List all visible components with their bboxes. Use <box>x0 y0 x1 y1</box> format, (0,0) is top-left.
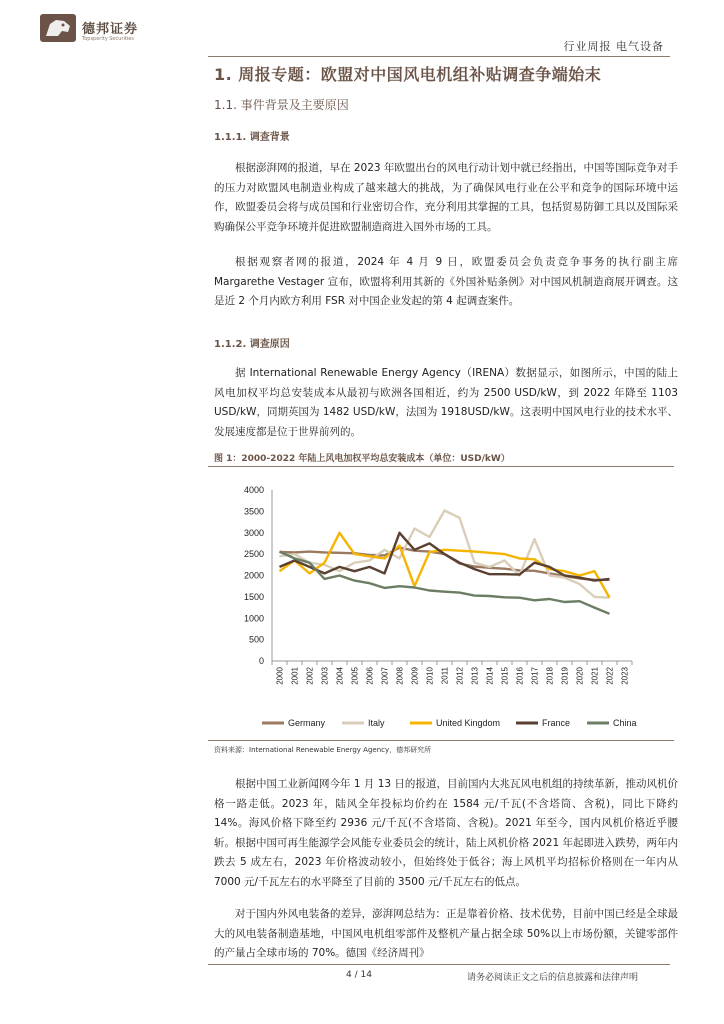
x-tick-label: 2006 <box>365 667 375 685</box>
company-logo <box>40 14 76 42</box>
section-title: 1. 周报专题：欧盟对中国风电机组补贴调查争端始末 <box>214 65 602 84</box>
y-tick-label: 4000 <box>243 485 264 495</box>
x-tick-label: 2023 <box>620 667 630 685</box>
paragraph-market-share: 对于国内外风电装备的差异，澎湃网总结为：正是靠着价格、技术优势，目前中国已经是全球最大的风电装备制造基地，中国风电机组零部件及整机产量占据全球 50%以上市场份额，关键零部件的产量占全球市场的 70%。德国《经济周刊》 <box>214 908 678 959</box>
figure-top-divider <box>208 466 674 467</box>
x-tick-label: 2020 <box>575 667 585 685</box>
header-divider <box>208 56 670 57</box>
y-tick-label: 2500 <box>243 549 264 560</box>
x-tick-label: 2007 <box>380 667 390 685</box>
subsubsection-title-background: 1.1.1. 调查背景 <box>214 132 290 143</box>
y-tick-label: 1000 <box>243 613 264 624</box>
x-tick-label: 2004 <box>335 667 345 685</box>
paragraph-background: 根据澎湃网的报道，早在 2023 年欧盟出台的风电行动计划中就已经指出，中国等国际竞争对手的压力对欧盟风电制造业构成了越来越大的挑战，为了确保风电行业在公平和竞争的国际环境中运作，欧盟委员会将与成员国和行业密切合作，充分利用其掌握的工具，包括贸易防御工具以及国际采购确保公平竞争环境并促进欧盟制造商进入国外市场的工具。 <box>214 162 678 233</box>
cost-line-chart <box>228 480 648 739</box>
y-tick-label: 3000 <box>243 527 264 538</box>
paragraph-irena: 据 International Renewable Energy Agency（IRENA）数据显示，如图所示，中国的陆上风电加权平均总安装成本从最初与欧洲各国相近，约为 2500 USD/kW，到 2022 年降至 1103 USD/kW，同期英国为 1482 USD/kW，法国为 1918USD/kW。这表明中国风电行业的技术水平、发展速度都是位于世界前列的。 <box>214 367 678 438</box>
x-tick-label: 2008 <box>395 667 405 685</box>
x-tick-label: 2016 <box>515 667 525 685</box>
paragraph-price-trend: 根据中国工业新闻网今年 1 月 13 日的报道，目前国内大兆瓦风电机组的持续革新，推动风机价格一路走低。2023 年，陆风全年投标均价约在 1584 元/千瓦(不含塔筒、含税)，同比下降约 14%。海风价格下降至约 2936 元/千瓦(不含塔筒、含税)。2021 年至今，国内风机价格近乎腰斩。根据中国可再生能源学会风能专业委员会的统计，陆上风机价格 2021 年起即进入跌势，两年内跌去 5 成左右，2023 年价格波动较小，但始终处于低谷；海上风机平均招标价格则在一年内从 7000 元/千瓦左右的水平降至了目前的 3500 元/千瓦左右的低点。 <box>214 778 678 888</box>
y-tick-label: 500 <box>248 634 264 645</box>
figure-source: 资料来源：International Renewable Energy Agency，德邦研究所 <box>214 746 432 754</box>
x-tick-label: 2022 <box>605 667 615 685</box>
page-number: 4 / 14 <box>346 970 372 980</box>
x-tick-label: 2005 <box>350 667 360 685</box>
x-tick-label: 2000 <box>275 667 285 685</box>
x-tick-label: 2011 <box>440 667 450 685</box>
footer-divider <box>208 964 670 965</box>
paragraph-announcement: 根据观察者网的报道，2024 年 4 月 9 日，欧盟委员会负责竞争事务的执行副主席 Margarethe Vestager 宣布，欧盟将利用其新的《外国补贴条例》对中国风机制造商展开调查。这是近 2 个月内欧方利用 FSR 对中国企业发起的第 4 起调查案件。 <box>214 256 678 307</box>
x-tick-label: 2015 <box>500 667 510 685</box>
y-tick-label: 3500 <box>243 506 264 517</box>
legend-label: Germany <box>288 718 326 728</box>
y-tick-label: 0 <box>258 656 264 666</box>
x-tick-label: 2014 <box>485 667 495 685</box>
y-tick-label: 2000 <box>243 570 264 581</box>
report-category: 行业周报 电气设备 <box>563 40 664 53</box>
x-tick-label: 2012 <box>455 667 465 685</box>
x-tick-label: 2010 <box>425 667 435 685</box>
lion-logo-icon <box>40 14 76 42</box>
x-tick-label: 2013 <box>470 667 480 685</box>
x-tick-label: 2009 <box>410 667 420 685</box>
legend-label: United Kingdom <box>436 718 501 728</box>
legal-disclaimer: 请务必阅读正文之后的信息披露和法律声明 <box>467 973 639 983</box>
series-line-france <box>280 533 610 581</box>
x-tick-label: 2003 <box>320 667 330 685</box>
figure-title: 图 1：2000-2022 年陆上风电加权平均总安装成本（单位：USD/kW） <box>214 454 510 464</box>
subsection-title: 1.1. 事件背景及主要原因 <box>214 98 349 112</box>
figure-bottom-divider <box>208 740 674 741</box>
y-tick-label: 1500 <box>243 591 264 602</box>
brand-name-en: Topsperity Securities <box>82 36 134 42</box>
x-tick-label: 2021 <box>590 667 600 685</box>
series-line-united-kingdom <box>280 533 610 598</box>
x-tick-label: 2019 <box>560 667 570 685</box>
x-tick-label: 2017 <box>530 667 540 685</box>
legend-label: Italy <box>368 718 385 728</box>
x-tick-label: 2002 <box>305 667 315 685</box>
legend-label: France <box>542 718 571 728</box>
series-line-china <box>280 552 610 614</box>
x-tick-label: 2001 <box>290 667 300 685</box>
x-tick-label: 2018 <box>545 667 555 685</box>
legend-label: China <box>613 718 637 728</box>
subsubsection-title-reason: 1.1.2. 调查原因 <box>214 339 290 350</box>
brand-name: 德邦证券 <box>82 22 139 37</box>
